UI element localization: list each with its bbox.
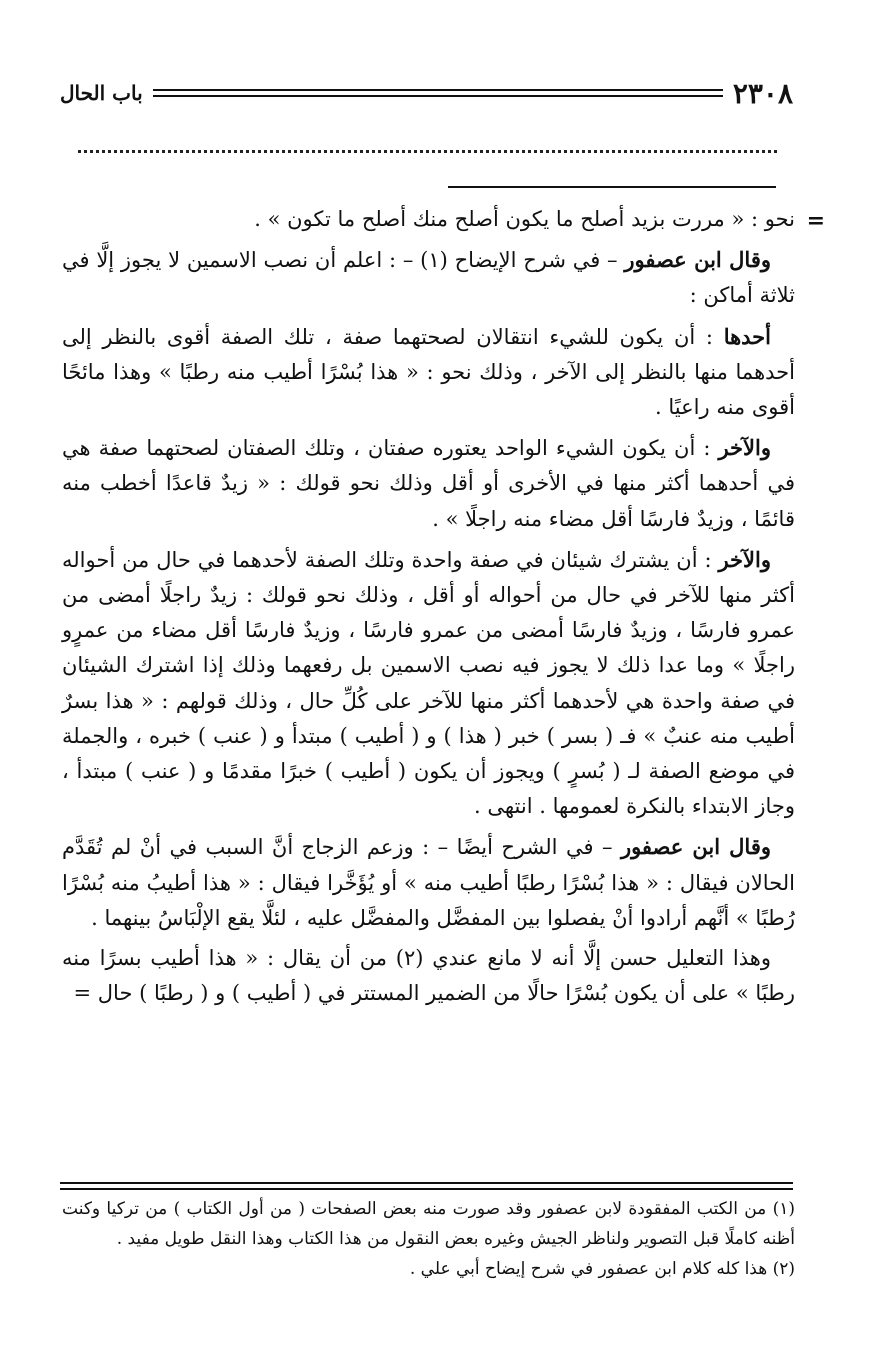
paragraph-text: نحو : « مررت بزيد أصلح ما يكون أصلح منك أصلح ما تكون » .	[254, 207, 795, 231]
continuation-mark: =	[806, 208, 825, 234]
paragraph-text: : أن يكون للشيء انتقالان لصحتهما صفة ، تلك الصفة أقوى بالنظر إلى أحدهما منها بالنظر إلى الآخر ، وذلك نحو : « هذا بُسْرًا أطيب منه رطبًا » وهذا مائحًا أقوى منه راعيًا .	[62, 324, 795, 420]
footnotes	[62, 1194, 795, 1284]
paragraph-lead: والآخر	[718, 546, 771, 572]
paragraph	[62, 430, 795, 537]
paragraph	[62, 319, 795, 426]
main-text	[62, 202, 795, 1016]
footnote-double-rule	[60, 1182, 793, 1190]
header-double-rule	[153, 89, 723, 97]
paragraph	[62, 941, 795, 1011]
paragraph	[62, 242, 795, 313]
page-header	[60, 78, 793, 108]
paragraph-lead: وقال ابن عصفور	[620, 834, 771, 860]
paragraph-text: – في الشرح أيضًا – : وزعم الزجاج أنَّ السبب في أنْ لم تُقَدَّم الحالان فيقال : « هذا بُسْرًا رطبًا أطيب منه » أو يُؤَخَّرا فيقال : « هذا أطيبُ منه بُسْرًا رُطبًا » أنَّهم أرادوا أنْ يفصلوا بين المفضَّل والمفضَّل عليه ، لئلَّا يقع الإلْبَاسُ بينهما .	[62, 835, 795, 930]
running-title: باب الحال	[60, 81, 143, 105]
footnote: (٢) هذا كله كلام ابن عصفور في شرح إيضاح أبي علي .	[409, 1259, 795, 1279]
page-number: ٢٣٠٨	[732, 76, 793, 110]
short-separator	[448, 186, 776, 188]
paragraph-text: : أن يكون الشيء الواحد يعتوره صفتان ، وتلك الصفتان لصحتهما صفة هي في أحدهما أكثر منها في الأخرى أو أقل وذلك نحو قولك : « زيدٌ قاعدًا أخطب منه قائمًا ، وزيدٌ فارسًا أقل مضاء منه راجلًا » .	[62, 436, 795, 531]
paragraph-text: : أن يشترك شيئان في صفة واحدة وتلك الصفة لأحدهما في حال من أحواله أكثر منها للآخر في حال من أحواله أو أقل ، وذلك نحو قولك : زيدٌ راجلًا أمضى من عمرو فارسًا ، وزيدٌ فارسًا أمضى من عمرو فارسًا ، وزيدٌ فارسًا أقل مضاء من عمرٍو راجلًا » وما عدا ذلك لا يجوز فيه نصب الاسمين بل رفعهما وذلك إذا اشترك الشيئان في صفة واحدة هي لأحدهما أكثر منها للآخر على كُلِّ حال ، وذلك قولهم : « هذا بسرٌ أطيب منه عنبٌ » فـ ( بسر ) خبر ( هذا ) و ( أطيب ) مبتدأ و ( عنب ) خبره ، والجملة في موضع الصفة لـ ( بُسرٍ ) ويجوز أن يكون ( أطيب ) خبرًا مقدمًا و ( عنب ) مبتدأ ، وجاز الابتداء بالنكرة لعمومها . انتهى .	[62, 547, 795, 819]
paragraph-lead: وقال ابن عصفور	[624, 247, 772, 273]
paragraph-lead: أحدها	[723, 323, 771, 349]
paragraph-lead: والآخر	[718, 435, 771, 461]
dotted-separator	[78, 150, 777, 153]
footnote: (١) من الكتب المفقودة لابن عصفور وقد صورت منه بعض الصفحات ( من أول الكتاب ) من تركيا وكنت أظنه كاملًا قبل التصوير ولناظر الجيش وغيره بعض النقول من هذا الكتاب وهذا النقل طويل مفيد .	[62, 1199, 795, 1249]
paragraph-text: وهذا التعليل حسن إلَّا أنه لا مانع عندي (٢) من أن يقال : « هذا أطيب بسرًا منه رطبًا » على أن يكون بُسْرًا حالًا من الضمير المستتر في ( أطيب ) و ( رطبًا ) حال =	[62, 946, 795, 1006]
paragraph	[62, 542, 795, 825]
paragraph	[62, 202, 795, 237]
paragraph-text: – في شرح الإيضاح (١) – : اعلم أن نصب الاسمين لا يجوز إلَّا في ثلاثة أماكن :	[62, 248, 795, 308]
paragraph	[62, 829, 795, 936]
